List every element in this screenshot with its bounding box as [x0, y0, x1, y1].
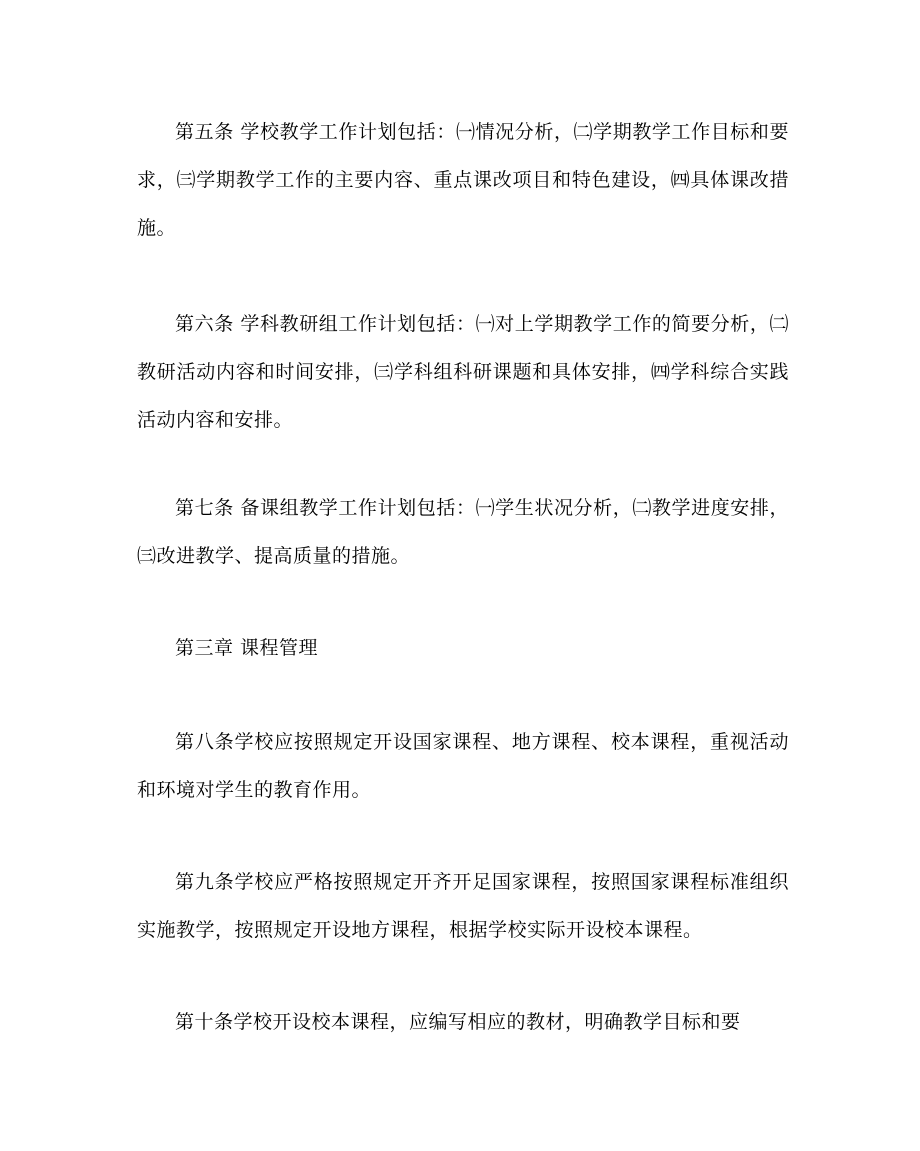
chapter-heading: 第三章 课程管理: [175, 637, 319, 659]
article-7-paragraph: 第七条 备课组教学工作计划包括：㈠学生状况分析，㈡教学进度安排，㈢改进教学、提高质量的措施。: [137, 497, 789, 567]
article-10-paragraph: 第十条学校开设校本课程，应编写相应的教材，明确教学目标和要: [175, 1011, 741, 1033]
article-9-paragraph: 第九条学校应严格按照规定开齐开足国家课程，按照国家课程标准组织实施教学，按照规定开设地方课程，根据学校实际开设校本课程。: [137, 871, 789, 941]
article-8-paragraph: 第八条学校应按照规定开设国家课程、地方课程、校本课程，重视活动和环境对学生的教育作用。: [137, 731, 789, 801]
article-5-paragraph: 第五条 学校教学工作计划包括：㈠情况分析，㈡学期教学工作目标和要求，㈢学期教学工作的主要内容、重点课改项目和特色建设，㈣具体课改措施。: [137, 121, 789, 239]
article-6-paragraph: 第六条 学科教研组工作计划包括：㈠对上学期教学工作的简要分析，㈡教研活动内容和时间安排，㈢学科组科研课题和具体安排，㈣学科综合实践活动内容和安排。: [137, 313, 789, 431]
